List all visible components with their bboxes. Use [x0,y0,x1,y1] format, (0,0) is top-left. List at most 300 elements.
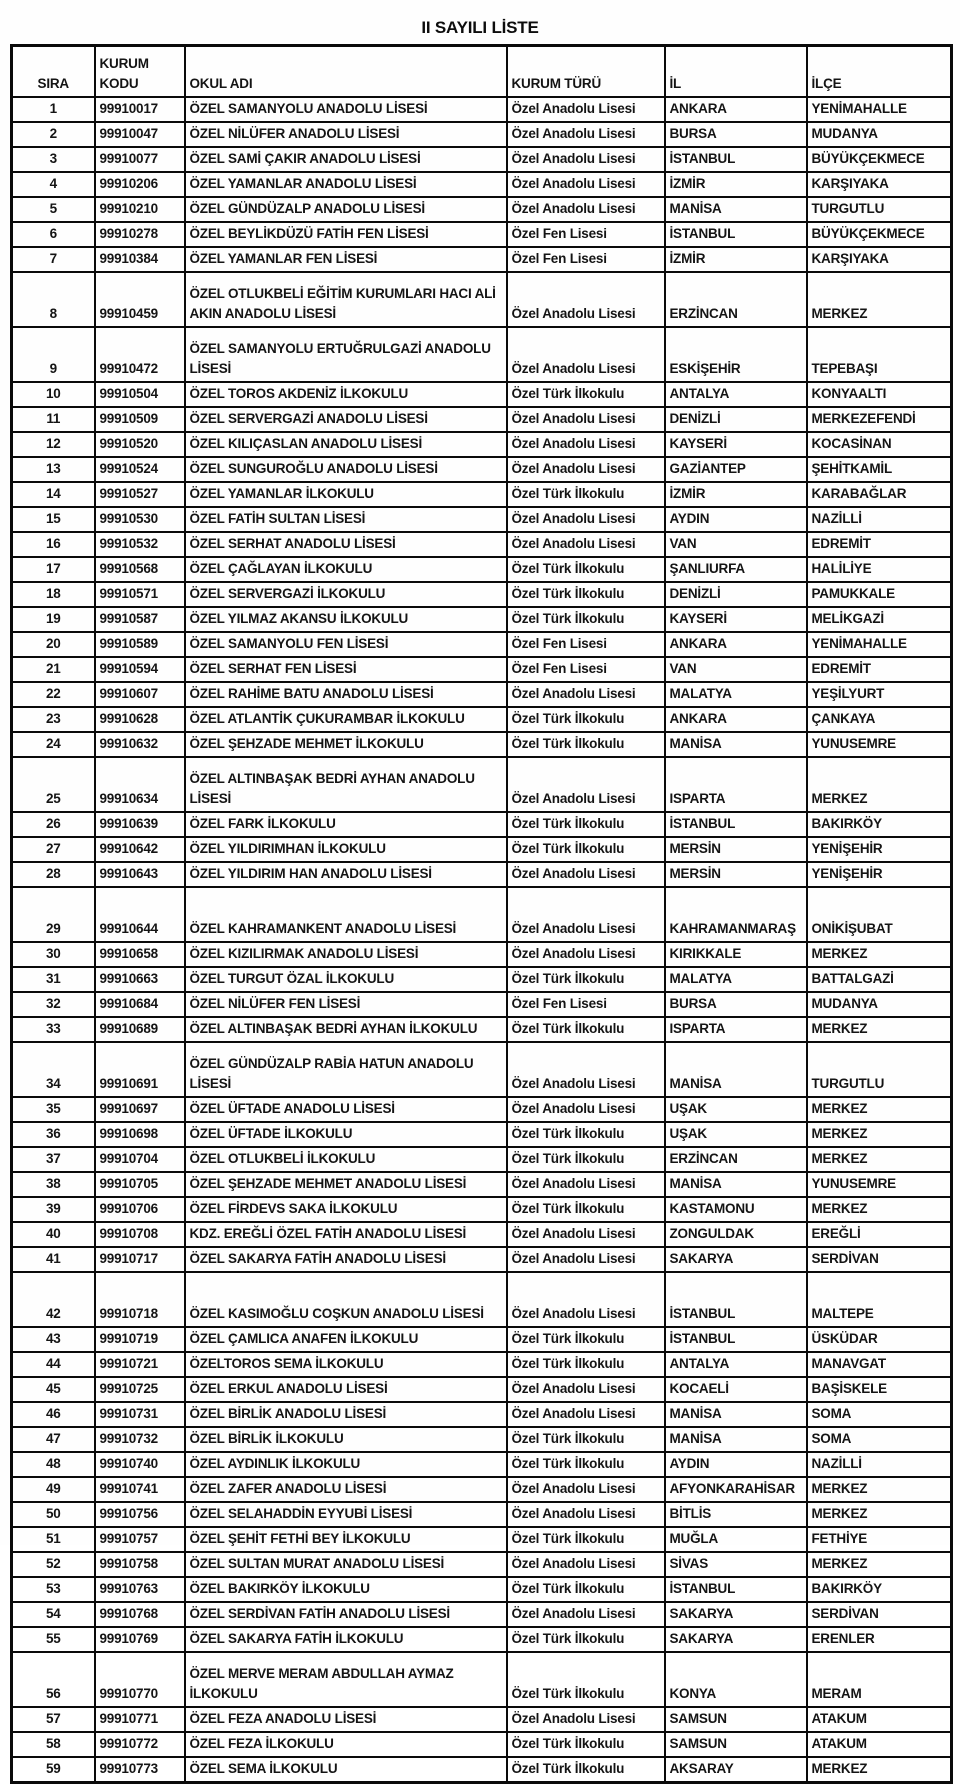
cell-il: DENİZLİ [665,582,807,607]
cell-ilce: MERKEZ [807,1502,952,1527]
table-row [12,942,952,967]
table-row [12,97,952,122]
cell-sira: 37 [12,1147,95,1172]
cell-sira: 39 [12,1197,95,1222]
cell-kurum-kodu: 99910705 [95,1172,185,1197]
cell-kurum-turu: Özel Anadolu Lisesi [507,147,665,172]
cell-ilce: YENİMAHALLE [807,97,952,122]
cell-ilce: MUDANYA [807,992,952,1017]
cell-kurum-turu: Özel Türk İlkokulu [507,1017,665,1042]
cell-okul-adi: ÖZEL FİRDEVS SAKA İLKOKULU [185,1197,507,1222]
cell-sira: 26 [12,812,95,837]
table-row [12,1122,952,1147]
cell-ilce: MERKEZ [807,1017,952,1042]
table-row [12,1017,952,1042]
cell-sira: 21 [12,657,95,682]
cell-kurum-turu: Özel Fen Lisesi [507,222,665,247]
cell-kurum-kodu: 99910520 [95,432,185,457]
cell-il: İZMİR [665,482,807,507]
cell-sira: 11 [12,407,95,432]
cell-sira: 59 [12,1757,95,1783]
cell-kurum-kodu: 99910721 [95,1352,185,1377]
table-row [12,172,952,197]
cell-il: MANİSA [665,1402,807,1427]
cell-okul-adi: ÖZEL SAKARYA FATİH İLKOKULU [185,1627,507,1652]
table-row [12,1172,952,1197]
cell-okul-adi: ÖZEL TOROS AKDENİZ İLKOKULU [185,382,507,407]
cell-kurum-turu: Özel Anadolu Lisesi [507,457,665,482]
cell-il: SİVAS [665,1552,807,1577]
table-header [12,46,952,98]
cell-ilce: ÜSKÜDAR [807,1327,952,1352]
cell-ilce: BATTALGAZİ [807,967,952,992]
table-row [12,887,952,942]
cell-kurum-turu: Özel Türk İlkokulu [507,382,665,407]
table-row [12,1402,952,1427]
cell-kurum-turu: Özel Anadolu Lisesi [507,1247,665,1272]
cell-kurum-kodu: 99910740 [95,1452,185,1477]
cell-kurum-kodu: 99910697 [95,1097,185,1122]
cell-okul-adi: ÖZEL NİLÜFER ANADOLU LİSESİ [185,122,507,147]
cell-okul-adi: ÖZEL SERHAT FEN LİSESİ [185,657,507,682]
cell-okul-adi: ÖZEL SELAHADDİN EYYUBİ LİSESİ [185,1502,507,1527]
cell-kurum-kodu: 99910594 [95,657,185,682]
cell-il: MERSİN [665,837,807,862]
cell-okul-adi: ÖZEL KASIMOĞLU COŞKUN ANADOLU LİSESİ [185,1272,507,1327]
cell-sira: 47 [12,1427,95,1452]
cell-kurum-turu: Özel Türk İlkokulu [507,557,665,582]
table-row [12,1577,952,1602]
cell-ilce: MERKEZ [807,757,952,812]
cell-il: ANKARA [665,97,807,122]
cell-kurum-kodu: 99910770 [95,1652,185,1707]
table-row [12,1652,952,1707]
cell-sira: 38 [12,1172,95,1197]
cell-sira: 19 [12,607,95,632]
table-row [12,327,952,382]
cell-il: KONYA [665,1652,807,1707]
table-row [12,1757,952,1783]
table-row [12,482,952,507]
cell-kurum-turu: Özel Anadolu Lisesi [507,1042,665,1097]
cell-kurum-turu: Özel Anadolu Lisesi [507,407,665,432]
cell-kurum-turu: Özel Fen Lisesi [507,632,665,657]
cell-kurum-kodu: 99910763 [95,1577,185,1602]
table-row [12,1627,952,1652]
cell-sira: 1 [12,97,95,122]
cell-kurum-turu: Özel Türk İlkokulu [507,582,665,607]
table-row [12,582,952,607]
cell-okul-adi: ÖZEL YAMANLAR ANADOLU LİSESİ [185,172,507,197]
cell-kurum-kodu: 99910768 [95,1602,185,1627]
cell-okul-adi: ÖZEL SAMİ ÇAKIR ANADOLU LİSESİ [185,147,507,172]
header-okul-adi: OKUL ADI [185,46,507,98]
cell-ilce: MERKEZ [807,1097,952,1122]
cell-kurum-kodu: 99910504 [95,382,185,407]
cell-okul-adi: ÖZEL BEYLİKDÜZÜ FATİH FEN LİSESİ [185,222,507,247]
cell-okul-adi: ÖZEL SAKARYA FATİH ANADOLU LİSESİ [185,1247,507,1272]
cell-kurum-turu: Özel Türk İlkokulu [507,1427,665,1452]
cell-sira: 23 [12,707,95,732]
cell-okul-adi: ÖZEL FEZA ANADOLU LİSESİ [185,1707,507,1732]
cell-sira: 16 [12,532,95,557]
cell-kurum-kodu: 99910639 [95,812,185,837]
cell-sira: 3 [12,147,95,172]
cell-il: MALATYA [665,967,807,992]
cell-ilce: MALTEPE [807,1272,952,1327]
cell-il: BİTLİS [665,1502,807,1527]
cell-okul-adi: ÖZEL KAHRAMANKENT ANADOLU LİSESİ [185,887,507,942]
cell-ilce: ŞEHİTKAMİL [807,457,952,482]
cell-ilce: BÜYÜKÇEKMECE [807,147,952,172]
cell-kurum-kodu: 99910708 [95,1222,185,1247]
cell-sira: 46 [12,1402,95,1427]
cell-kurum-turu: Özel Anadolu Lisesi [507,1602,665,1627]
cell-kurum-kodu: 99910634 [95,757,185,812]
table-row [12,682,952,707]
cell-ilce: PAMUKKALE [807,582,952,607]
cell-sira: 55 [12,1627,95,1652]
cell-il: BURSA [665,122,807,147]
cell-il: MALATYA [665,682,807,707]
cell-sira: 29 [12,887,95,942]
table-row [12,707,952,732]
table-row [12,1147,952,1172]
cell-okul-adi: ÖZEL YAMANLAR FEN LİSESİ [185,247,507,272]
table-row [12,1042,952,1097]
cell-ilce: MERKEZ [807,1147,952,1172]
cell-okul-adi: ÖZEL SUNGUROĞLU ANADOLU LİSESİ [185,457,507,482]
cell-kurum-turu: Özel Anadolu Lisesi [507,1222,665,1247]
cell-kurum-turu: Özel Anadolu Lisesi [507,507,665,532]
table-row [12,607,952,632]
cell-il: ANKARA [665,707,807,732]
cell-kurum-turu: Özel Anadolu Lisesi [507,1552,665,1577]
cell-kurum-turu: Özel Fen Lisesi [507,247,665,272]
cell-kurum-kodu: 99910459 [95,272,185,327]
cell-il: ŞANLIURFA [665,557,807,582]
cell-il: MERSİN [665,862,807,887]
cell-ilce: MANAVGAT [807,1352,952,1377]
cell-kurum-turu: Özel Türk İlkokulu [507,967,665,992]
cell-sira: 32 [12,992,95,1017]
cell-il: GAZİANTEP [665,457,807,482]
cell-okul-adi: ÖZEL SULTAN MURAT ANADOLU LİSESİ [185,1552,507,1577]
cell-il: ANTALYA [665,1352,807,1377]
cell-il: ANTALYA [665,382,807,407]
cell-sira: 44 [12,1352,95,1377]
cell-kurum-kodu: 99910663 [95,967,185,992]
cell-kurum-kodu: 99910773 [95,1757,185,1783]
cell-kurum-kodu: 99910568 [95,557,185,582]
cell-kurum-turu: Özel Anadolu Lisesi [507,197,665,222]
table-row [12,1707,952,1732]
cell-okul-adi: ÖZEL FATİH SULTAN LİSESİ [185,507,507,532]
cell-okul-adi: ÖZEL RAHİME BATU ANADOLU LİSESİ [185,682,507,707]
cell-il: AYDIN [665,1452,807,1477]
table-row [12,1552,952,1577]
table-row [12,1452,952,1477]
cell-ilce: YUNUSEMRE [807,732,952,757]
cell-sira: 51 [12,1527,95,1552]
cell-kurum-kodu: 99910731 [95,1402,185,1427]
cell-ilce: NAZİLLİ [807,507,952,532]
cell-kurum-turu: Özel Anadolu Lisesi [507,862,665,887]
cell-kurum-kodu: 99910658 [95,942,185,967]
cell-okul-adi: ÖZEL KIZILIRMAK ANADOLU LİSESİ [185,942,507,967]
cell-kurum-kodu: 99910769 [95,1627,185,1652]
table-row [12,837,952,862]
cell-ilce: KARŞIYAKA [807,172,952,197]
cell-ilce: ERENLER [807,1627,952,1652]
cell-kurum-kodu: 99910632 [95,732,185,757]
cell-kurum-turu: Özel Anadolu Lisesi [507,432,665,457]
cell-ilce: MERKEZ [807,1552,952,1577]
cell-kurum-turu: Özel Anadolu Lisesi [507,97,665,122]
cell-il: SAMSUN [665,1732,807,1757]
cell-sira: 31 [12,967,95,992]
cell-okul-adi: ÖZEL GÜNDÜZALP RABİA HATUN ANADOLU LİSESİ [185,1042,507,1097]
cell-kurum-kodu: 99910718 [95,1272,185,1327]
header-kurum-kodu: KURUM KODU [95,46,185,98]
cell-il: ESKİŞEHİR [665,327,807,382]
cell-kurum-kodu: 99910698 [95,1122,185,1147]
cell-il: UŞAK [665,1097,807,1122]
cell-il: SAKARYA [665,1602,807,1627]
cell-sira: 53 [12,1577,95,1602]
cell-kurum-turu: Özel Anadolu Lisesi [507,942,665,967]
cell-il: İZMİR [665,247,807,272]
cell-okul-adi: ÖZEL SAMANYOLU ANADOLU LİSESİ [185,97,507,122]
table-row [12,812,952,837]
table-row [12,557,952,582]
cell-ilce: FETHİYE [807,1527,952,1552]
cell-sira: 48 [12,1452,95,1477]
table-row [12,457,952,482]
cell-okul-adi: ÖZEL ŞEHZADE MEHMET İLKOKULU [185,732,507,757]
cell-sira: 49 [12,1477,95,1502]
cell-il: MANİSA [665,1427,807,1452]
cell-kurum-kodu: 99910607 [95,682,185,707]
cell-ilce: MELİKGAZİ [807,607,952,632]
table-row [12,1527,952,1552]
cell-kurum-kodu: 99910628 [95,707,185,732]
cell-kurum-turu: Özel Türk İlkokulu [507,1197,665,1222]
cell-kurum-kodu: 99910017 [95,97,185,122]
cell-il: ERZİNCAN [665,1147,807,1172]
cell-ilce: BAKIRKÖY [807,1577,952,1602]
cell-kurum-kodu: 99910717 [95,1247,185,1272]
cell-kurum-turu: Özel Anadolu Lisesi [507,757,665,812]
cell-il: SAMSUN [665,1707,807,1732]
cell-il: KAHRAMANMARAŞ [665,887,807,942]
cell-kurum-kodu: 99910384 [95,247,185,272]
cell-sira: 36 [12,1122,95,1147]
table-row [12,122,952,147]
cell-kurum-kodu: 99910725 [95,1377,185,1402]
cell-kurum-turu: Özel Anadolu Lisesi [507,1377,665,1402]
cell-sira: 8 [12,272,95,327]
cell-ilce: SOMA [807,1402,952,1427]
cell-il: VAN [665,657,807,682]
cell-kurum-kodu: 99910757 [95,1527,185,1552]
cell-kurum-turu: Özel Anadolu Lisesi [507,1477,665,1502]
cell-sira: 41 [12,1247,95,1272]
cell-okul-adi: ÖZELTOROS SEMA İLKOKULU [185,1352,507,1377]
cell-kurum-kodu: 99910532 [95,532,185,557]
cell-okul-adi: ÖZEL SAMANYOLU ERTUĞRULGAZİ ANADOLU LİSESİ [185,327,507,382]
cell-kurum-turu: Özel Anadolu Lisesi [507,172,665,197]
cell-sira: 20 [12,632,95,657]
cell-sira: 4 [12,172,95,197]
cell-kurum-kodu: 99910756 [95,1502,185,1527]
cell-kurum-kodu: 99910509 [95,407,185,432]
cell-okul-adi: ÖZEL YILMAZ AKANSU İLKOKULU [185,607,507,632]
cell-okul-adi: ÖZEL ÜFTADE İLKOKULU [185,1122,507,1147]
table-row [12,197,952,222]
cell-okul-adi: ÖZEL SERVERGAZİ ANADOLU LİSESİ [185,407,507,432]
cell-okul-adi: ÖZEL OTLUKBELİ EĞİTİM KURUMLARI HACI ALİ AKIN ANADOLU LİSESİ [185,272,507,327]
cell-il: VAN [665,532,807,557]
cell-kurum-turu: Özel Türk İlkokulu [507,1732,665,1757]
cell-kurum-turu: Özel Anadolu Lisesi [507,887,665,942]
cell-il: SAKARYA [665,1627,807,1652]
cell-ilce: MERKEZ [807,272,952,327]
cell-ilce: BAŞİSKELE [807,1377,952,1402]
cell-ilce: EDREMİT [807,657,952,682]
cell-kurum-turu: Özel Türk İlkokulu [507,1577,665,1602]
cell-kurum-kodu: 99910047 [95,122,185,147]
cell-kurum-turu: Özel Türk İlkokulu [507,1627,665,1652]
cell-okul-adi: ÖZEL ÜFTADE ANADOLU LİSESİ [185,1097,507,1122]
cell-ilce: MUDANYA [807,122,952,147]
table-row [12,1427,952,1452]
cell-kurum-turu: Özel Türk İlkokulu [507,1527,665,1552]
table-row [12,1197,952,1222]
cell-sira: 33 [12,1017,95,1042]
cell-sira: 56 [12,1652,95,1707]
table-row [12,272,952,327]
cell-il: MANİSA [665,732,807,757]
cell-il: AFYONKARAHİSAR [665,1477,807,1502]
cell-sira: 28 [12,862,95,887]
cell-okul-adi: ÖZEL FEZA İLKOKULU [185,1732,507,1757]
cell-il: KASTAMONU [665,1197,807,1222]
cell-kurum-turu: Özel Fen Lisesi [507,657,665,682]
table-row [12,1502,952,1527]
cell-okul-adi: ÖZEL BİRLİK ANADOLU LİSESİ [185,1402,507,1427]
cell-okul-adi: ÖZEL SAMANYOLU FEN LİSESİ [185,632,507,657]
cell-okul-adi: ÖZEL YILDIRIMHAN İLKOKULU [185,837,507,862]
cell-ilce: YENİŞEHİR [807,837,952,862]
cell-ilce: SOMA [807,1427,952,1452]
table-row [12,432,952,457]
table-row [12,247,952,272]
cell-kurum-turu: Özel Anadolu Lisesi [507,272,665,327]
cell-kurum-kodu: 99910077 [95,147,185,172]
cell-okul-adi: ÖZEL SERDİVAN FATİH ANADOLU LİSESİ [185,1602,507,1627]
cell-ilce: KONYAALTI [807,382,952,407]
cell-kurum-kodu: 99910524 [95,457,185,482]
cell-ilce: HALİLİYE [807,557,952,582]
cell-okul-adi: ÖZEL ATLANTİK ÇUKURAMBAR İLKOKULU [185,707,507,732]
cell-okul-adi: ÖZEL YILDIRIM HAN ANADOLU LİSESİ [185,862,507,887]
cell-il: ERZİNCAN [665,272,807,327]
cell-sira: 15 [12,507,95,532]
cell-kurum-turu: Özel Türk İlkokulu [507,482,665,507]
cell-sira: 57 [12,1707,95,1732]
cell-il: DENİZLİ [665,407,807,432]
cell-kurum-turu: Özel Fen Lisesi [507,992,665,1017]
cell-il: SAKARYA [665,1247,807,1272]
cell-il: AKSARAY [665,1757,807,1783]
cell-ilce: YENİMAHALLE [807,632,952,657]
cell-kurum-turu: Özel Türk İlkokulu [507,607,665,632]
school-list-table [10,44,953,1784]
cell-okul-adi: ÖZEL SERVERGAZİ İLKOKULU [185,582,507,607]
cell-sira: 14 [12,482,95,507]
cell-il: MANİSA [665,1172,807,1197]
cell-kurum-turu: Özel Anadolu Lisesi [507,682,665,707]
cell-kurum-kodu: 99910530 [95,507,185,532]
page-title: II SAYILI LİSTE [421,18,539,37]
cell-ilce: ÇANKAYA [807,707,952,732]
cell-sira: 34 [12,1042,95,1097]
cell-sira: 17 [12,557,95,582]
cell-ilce: ATAKUM [807,1707,952,1732]
cell-kurum-kodu: 99910587 [95,607,185,632]
cell-kurum-turu: Özel Anadolu Lisesi [507,1707,665,1732]
cell-ilce: MERKEZ [807,1477,952,1502]
cell-sira: 12 [12,432,95,457]
cell-kurum-kodu: 99910689 [95,1017,185,1042]
table-row [12,507,952,532]
cell-okul-adi: ÖZEL ÇAĞLAYAN İLKOKULU [185,557,507,582]
table-row [12,1272,952,1327]
table-row [12,1352,952,1377]
cell-il: İSTANBUL [665,1577,807,1602]
cell-il: BURSA [665,992,807,1017]
cell-il: MANİSA [665,1042,807,1097]
cell-ilce: MERKEZ [807,942,952,967]
cell-il: ISPARTA [665,1017,807,1042]
cell-ilce: KARABAĞLAR [807,482,952,507]
cell-il: KAYSERİ [665,607,807,632]
cell-sira: 2 [12,122,95,147]
header-kurum-turu: KURUM TÜRÜ [507,46,665,98]
cell-sira: 43 [12,1327,95,1352]
cell-okul-adi: ÖZEL OTLUKBELİ İLKOKULU [185,1147,507,1172]
cell-sira: 9 [12,327,95,382]
cell-sira: 30 [12,942,95,967]
cell-kurum-kodu: 99910684 [95,992,185,1017]
cell-sira: 10 [12,382,95,407]
cell-kurum-kodu: 99910771 [95,1707,185,1732]
table-row [12,757,952,812]
cell-il: İSTANBUL [665,812,807,837]
cell-kurum-kodu: 99910732 [95,1427,185,1452]
header-sira: SIRA [12,46,95,98]
cell-il: ISPARTA [665,757,807,812]
table-row [12,1477,952,1502]
cell-sira: 52 [12,1552,95,1577]
table-row [12,732,952,757]
table-row [12,992,952,1017]
cell-sira: 54 [12,1602,95,1627]
cell-sira: 27 [12,837,95,862]
cell-kurum-kodu: 99910758 [95,1552,185,1577]
cell-ilce: ATAKUM [807,1732,952,1757]
